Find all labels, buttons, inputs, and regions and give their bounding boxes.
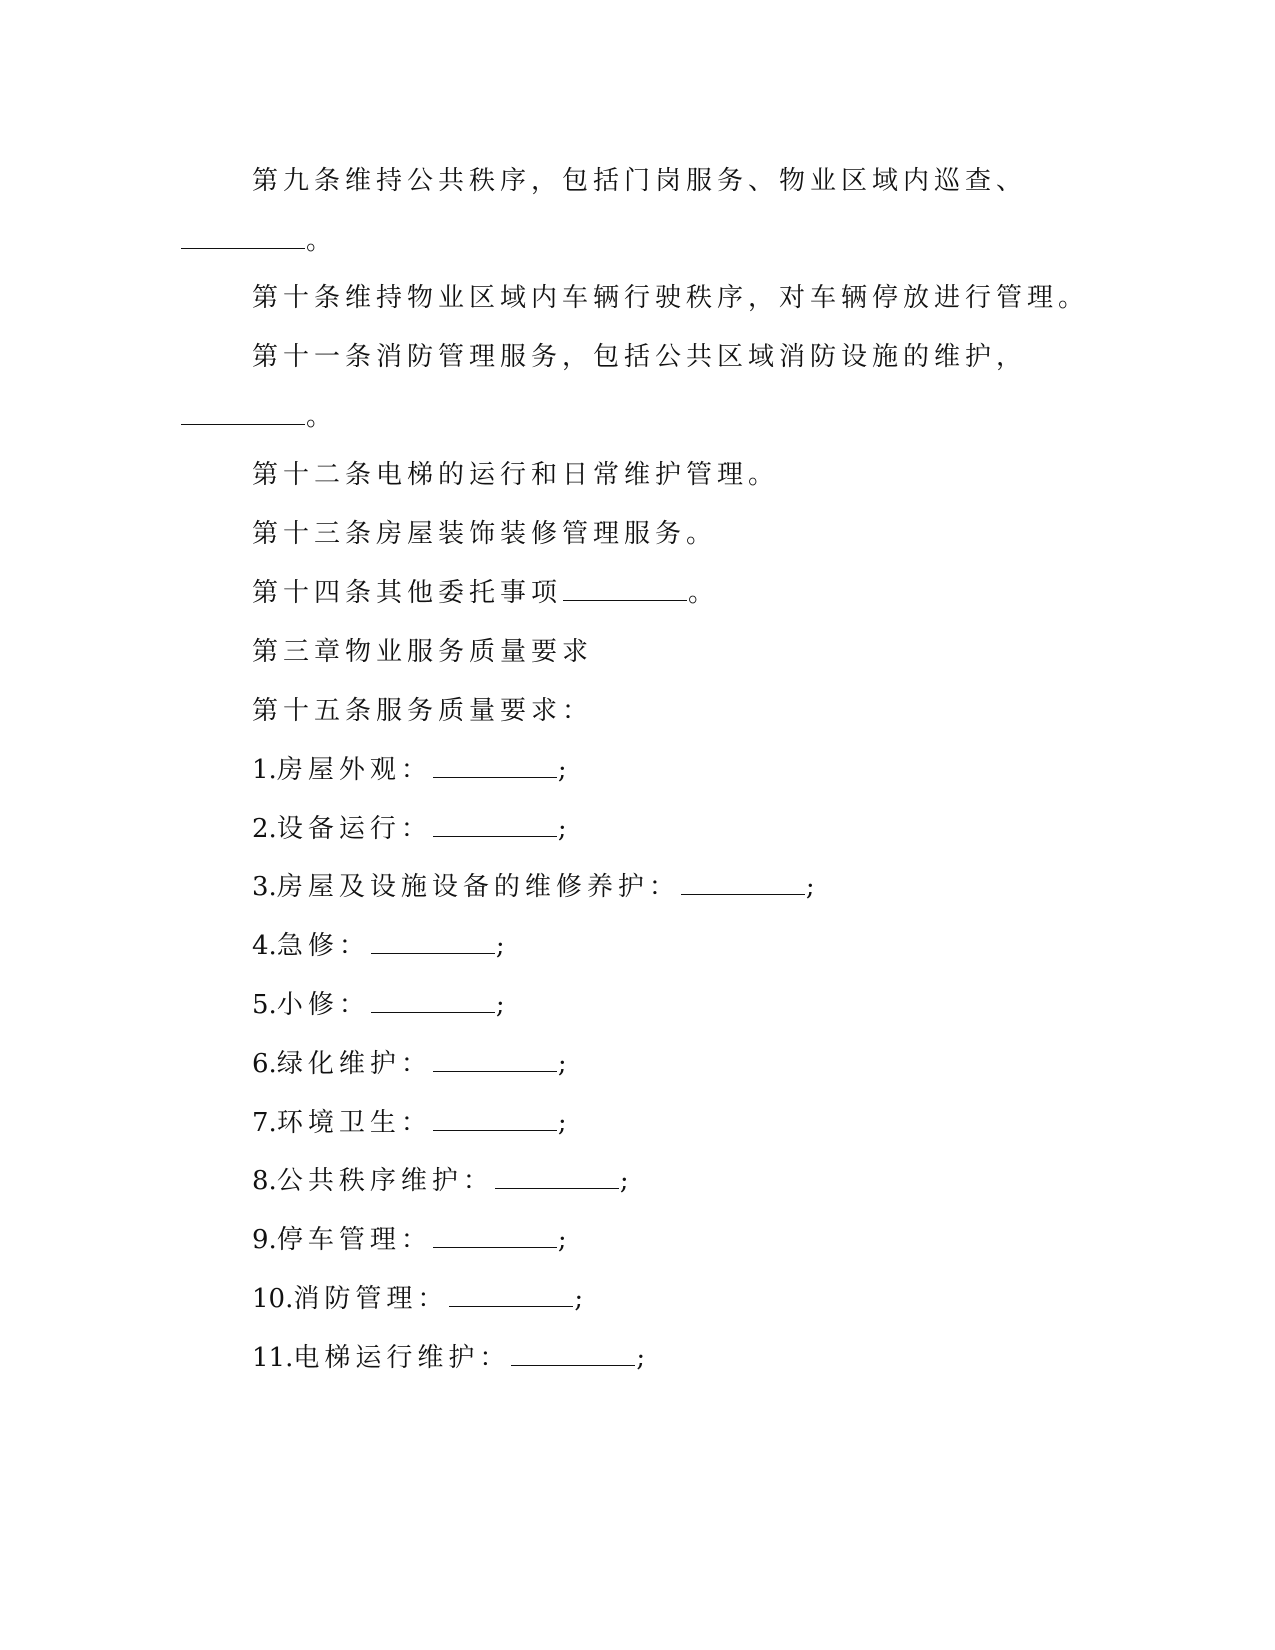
item-number: 5. xyxy=(252,990,277,1020)
item-label: 公共秩序维护： xyxy=(276,1166,494,1196)
article-12 xyxy=(252,458,779,492)
quality-item xyxy=(252,1164,634,1198)
item-number: 10. xyxy=(252,1284,294,1314)
fill-in-blank[interactable] xyxy=(681,870,805,895)
article-11-continuation xyxy=(180,400,337,434)
item-number: 6. xyxy=(252,1049,277,1079)
item-label: 房屋外观： xyxy=(276,755,432,785)
fill-in-blank[interactable] xyxy=(495,1164,619,1189)
fill-in-blank[interactable] xyxy=(181,400,305,425)
item-end: ; xyxy=(557,1049,572,1079)
quality-item xyxy=(252,870,820,904)
fill-in-blank[interactable] xyxy=(371,929,495,954)
item-number: 11. xyxy=(252,1343,294,1373)
item-number: 7. xyxy=(252,1108,277,1138)
item-label: 绿化维护： xyxy=(276,1049,432,1079)
item-number: 8. xyxy=(252,1166,277,1196)
item-label: 小修： xyxy=(276,990,370,1020)
item-end: ; xyxy=(574,1284,589,1314)
fill-in-blank[interactable] xyxy=(371,988,495,1013)
fill-in-blank[interactable] xyxy=(511,1341,635,1366)
article-12-text: 第十二条电梯的运行和日常维护管理。 xyxy=(252,460,780,490)
item-number: 1. xyxy=(252,755,277,785)
item-number: 9. xyxy=(252,1225,277,1255)
item-label: 电梯运行维护： xyxy=(293,1343,511,1373)
quality-item xyxy=(252,929,510,963)
quality-item xyxy=(252,1106,572,1140)
quality-item xyxy=(252,1047,572,1081)
quality-item xyxy=(252,1223,572,1257)
article-11-end: 。 xyxy=(306,402,338,432)
article-11 xyxy=(252,340,1027,374)
fill-in-blank[interactable] xyxy=(449,1282,573,1307)
item-end: ; xyxy=(557,1108,572,1138)
article-14-text: 第十四条其他委托事项 xyxy=(252,578,563,608)
item-label: 停车管理： xyxy=(276,1225,432,1255)
item-end: ; xyxy=(495,931,510,961)
item-end: ; xyxy=(805,872,820,902)
fill-in-blank[interactable] xyxy=(433,1223,557,1248)
chapter-3-text: 第三章物业服务质量要求 xyxy=(252,637,594,667)
item-end: ; xyxy=(636,1343,651,1373)
item-label: 急修： xyxy=(276,931,370,961)
fill-in-blank[interactable] xyxy=(181,224,305,249)
item-label: 环境卫生： xyxy=(276,1108,432,1138)
item-end: ; xyxy=(619,1166,634,1196)
fill-in-blank[interactable] xyxy=(563,576,687,601)
article-10-text: 第十条维持物业区域内车辆行驶秩序，对车辆停放进行管理。 xyxy=(252,283,1090,313)
chapter-3-heading xyxy=(252,635,593,669)
item-label: 设备运行： xyxy=(276,814,432,844)
article-9-end: 。 xyxy=(306,226,338,256)
item-number: 4. xyxy=(252,931,277,961)
item-end: ; xyxy=(495,990,510,1020)
quality-item xyxy=(252,753,572,787)
item-label: 房屋及设施设备的维修养护： xyxy=(276,872,680,902)
quality-item xyxy=(252,1341,650,1375)
item-end: ; xyxy=(557,1225,572,1255)
article-15 xyxy=(252,694,593,728)
article-13-text: 第十三条房屋装饰装修管理服务。 xyxy=(252,519,718,549)
article-14-end: 。 xyxy=(688,578,720,608)
article-10 xyxy=(252,281,1089,315)
article-9-continuation xyxy=(180,224,337,258)
fill-in-blank[interactable] xyxy=(433,812,557,837)
article-14 xyxy=(252,576,719,610)
item-end: ; xyxy=(557,755,572,785)
item-number: 2. xyxy=(252,814,277,844)
article-9 xyxy=(252,164,1027,198)
article-13 xyxy=(252,517,717,551)
quality-item xyxy=(252,988,510,1022)
item-end: ; xyxy=(557,814,572,844)
quality-item xyxy=(252,812,572,846)
fill-in-blank[interactable] xyxy=(433,1047,557,1072)
article-11-text: 第十一条消防管理服务，包括公共区域消防设施的维护， xyxy=(252,342,1028,372)
article-9-text: 第九条维持公共秩序，包括门岗服务、物业区域内巡查、 xyxy=(252,166,1028,196)
item-number: 3. xyxy=(252,872,277,902)
article-15-text: 第十五条服务质量要求： xyxy=(252,696,594,726)
quality-item xyxy=(252,1282,588,1316)
item-label: 消防管理： xyxy=(293,1284,449,1314)
fill-in-blank[interactable] xyxy=(433,753,557,778)
fill-in-blank[interactable] xyxy=(433,1106,557,1131)
